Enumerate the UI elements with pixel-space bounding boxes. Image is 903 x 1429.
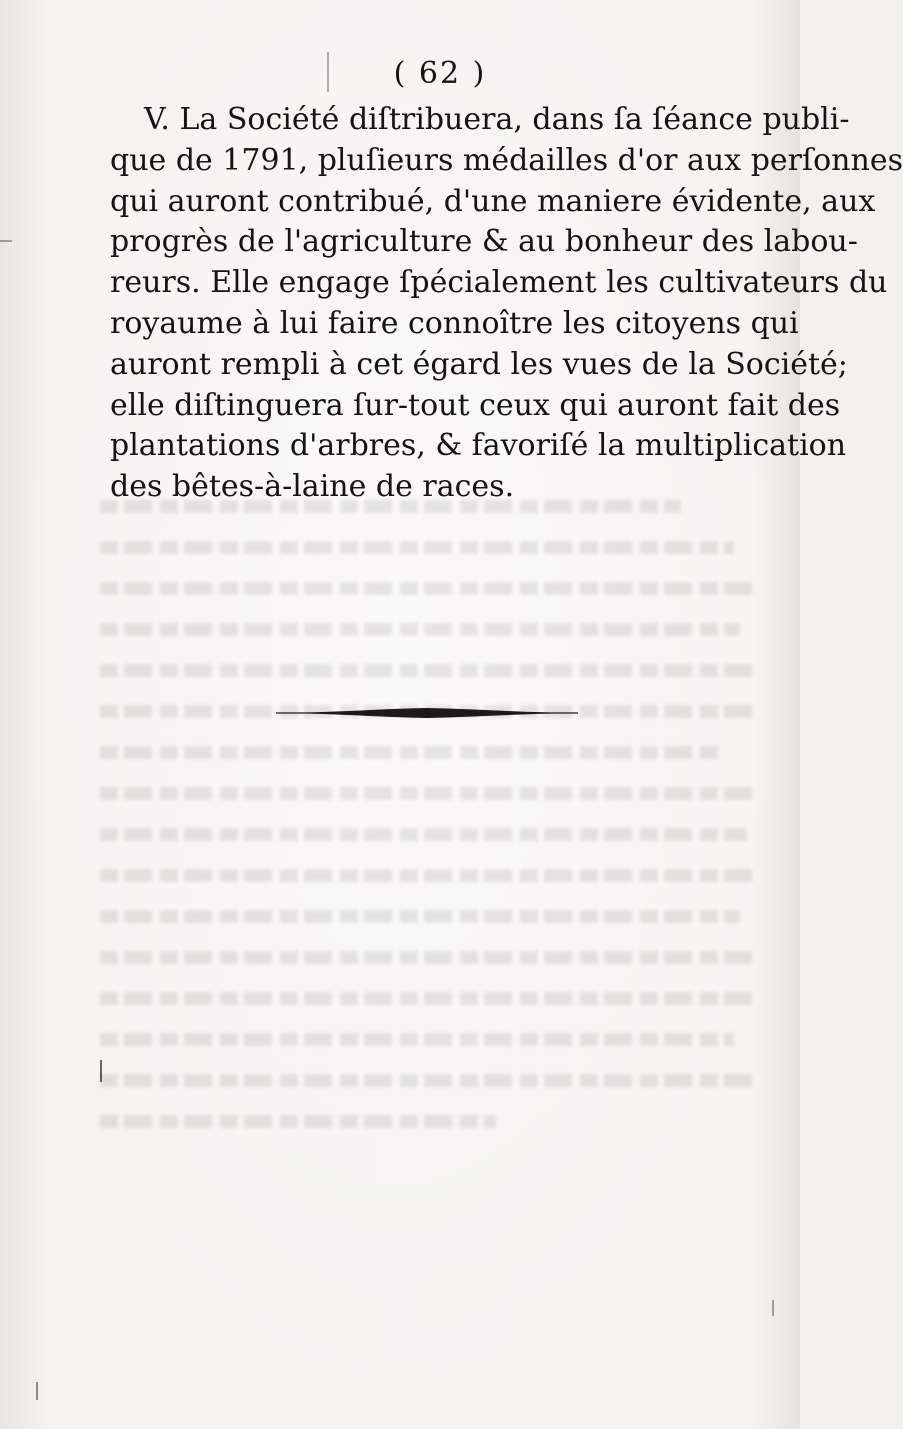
bleed-through-text	[100, 500, 760, 1240]
paper-mark	[772, 1300, 774, 1316]
paragraph-line: royaume à lui faire connoître les citoyens qui	[110, 305, 799, 341]
paragraph	[110, 100, 903, 508]
paragraph-line: V. La Société diſtribuera, dans ſa ſéance publi-	[144, 102, 850, 137]
paragraph-line: des bêtes-à-laine de races.	[110, 469, 515, 505]
paper-mark	[100, 1060, 102, 1082]
page-number: ( 62 )	[393, 56, 487, 91]
rule-ornament	[276, 706, 578, 720]
paragraph-line: que de 1791, pluſieurs médailles d'or aux perſonnes	[110, 142, 903, 178]
paper-mark	[0, 240, 12, 242]
paragraph-line: reurs. Elle engage ſpécialement les cultivateurs du	[110, 265, 888, 301]
paragraph-line: progrès de l'agriculture & au bonheur des labou-	[110, 224, 858, 260]
paragraph-line: auront rempli à cet égard les vues de la Société;	[110, 346, 848, 382]
paragraph-line: qui auront contribué, d'une maniere évidente, aux	[110, 183, 876, 219]
paper-mark	[327, 52, 329, 92]
paragraph-line: plantations d'arbres, & favoriſé la multiplication	[110, 428, 847, 464]
paragraph-line: elle diſtinguera ſur-tout ceux qui auront fait des	[110, 387, 841, 423]
paper-mark	[36, 1382, 38, 1400]
